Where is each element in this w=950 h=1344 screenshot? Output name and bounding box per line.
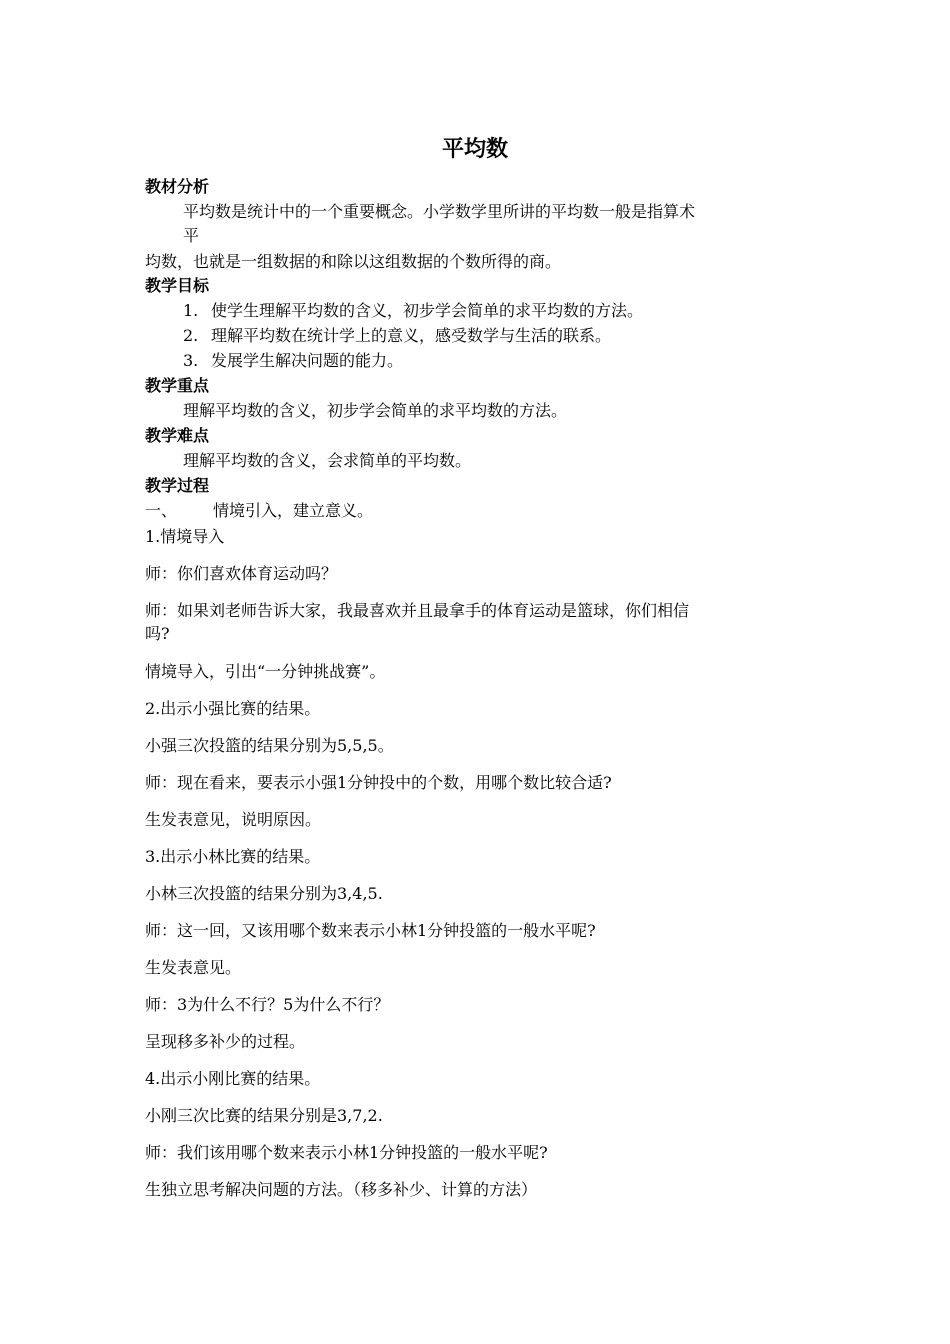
heading-process: 教学过程 [145, 476, 210, 495]
heading-analysis: 教材分析 [145, 177, 210, 196]
goal-item-text: 发展学生解决问题的能力。 [211, 351, 404, 370]
process-line-15: 呈现移多补少的过程。 [145, 1032, 306, 1051]
goal-item-2 [183, 325, 611, 347]
process-step-number: 一、 [145, 501, 178, 520]
process-line-1: 1.情境导入 [145, 527, 225, 546]
heading-goals: 教学目标 [145, 276, 210, 295]
process-line-12: 师：这一回，又该用哪个数来表示小林1分钟投篮的一般水平呢? [145, 921, 596, 940]
process-line-9: 生发表意见，说明原因。 [145, 810, 322, 829]
process-line-18: 师：我们该用哪个数来表示小林1分钟投篮的一般水平呢? [145, 1143, 548, 1162]
process-line-8: 师：现在看来，要表示小强1分钟投中的个数，用哪个数比较合适? [145, 773, 612, 792]
document-title: 平均数 [441, 137, 508, 162]
goal-item-1 [183, 300, 643, 322]
process-line-19: 生独立思考解决问题的方法。（移多补少、计算的方法） [145, 1180, 538, 1199]
process-line-17: 小刚三次比赛的结果分别是3,7,2. [145, 1106, 383, 1125]
key-point-text: 理解平均数的含义，初步学会简单的求平均数的方法。 [183, 401, 568, 420]
process-line-5: 情境导入，引出“一分钟挑战赛”。 [145, 662, 386, 681]
process-line-13: 生发表意见。 [145, 958, 242, 977]
process-line-2: 师：你们喜欢体育运动吗？ [145, 564, 338, 583]
goal-item-number: 1. [183, 301, 199, 320]
process-line-6: 2.出示小强比赛的结果。 [145, 699, 321, 718]
process-step-text: 情境引入，建立意义。 [213, 501, 374, 520]
process-line-7: 小强三次投篮的结果分别为5,5,5。 [145, 736, 394, 755]
process-line-10: 3.出示小林比赛的结果。 [145, 847, 321, 866]
process-line-4: 吗? [145, 624, 170, 643]
goal-item-text: 使学生理解平均数的含义，初步学会简单的求平均数的方法。 [211, 301, 644, 320]
process-line-16: 4.出示小刚比赛的结果。 [145, 1069, 321, 1088]
analysis-paragraph-line-1: 平均数是统计中的一个重要概念。小学数学里所讲的平均数一般是指算术 [183, 202, 696, 221]
analysis-paragraph-line-3: 均数，也就是一组数据的和除以这组数据的个数所得的商。 [145, 252, 562, 271]
process-line-11: 小林三次投篮的结果分别为3,4,5. [145, 884, 383, 903]
goal-item-text: 理解平均数在统计学上的意义，感受数学与生活的联系。 [211, 326, 612, 345]
process-line-14: 师：3为什么不行？5为什么不行？ [145, 995, 390, 1014]
goal-item-number: 2. [183, 326, 199, 345]
difficulty-text: 理解平均数的含义，会求简单的平均数。 [183, 451, 472, 470]
process-step-1 [145, 500, 373, 522]
analysis-paragraph-line-2: 平 [183, 226, 200, 245]
goal-item-3 [183, 350, 403, 372]
process-line-3: 师：如果刘老师告诉大家，我最喜欢并且最拿手的体育运动是篮球，你们相信 [145, 601, 690, 620]
goal-item-number: 3. [183, 351, 199, 370]
heading-key-point: 教学重点 [145, 376, 210, 395]
heading-difficulty: 教学难点 [145, 426, 210, 445]
